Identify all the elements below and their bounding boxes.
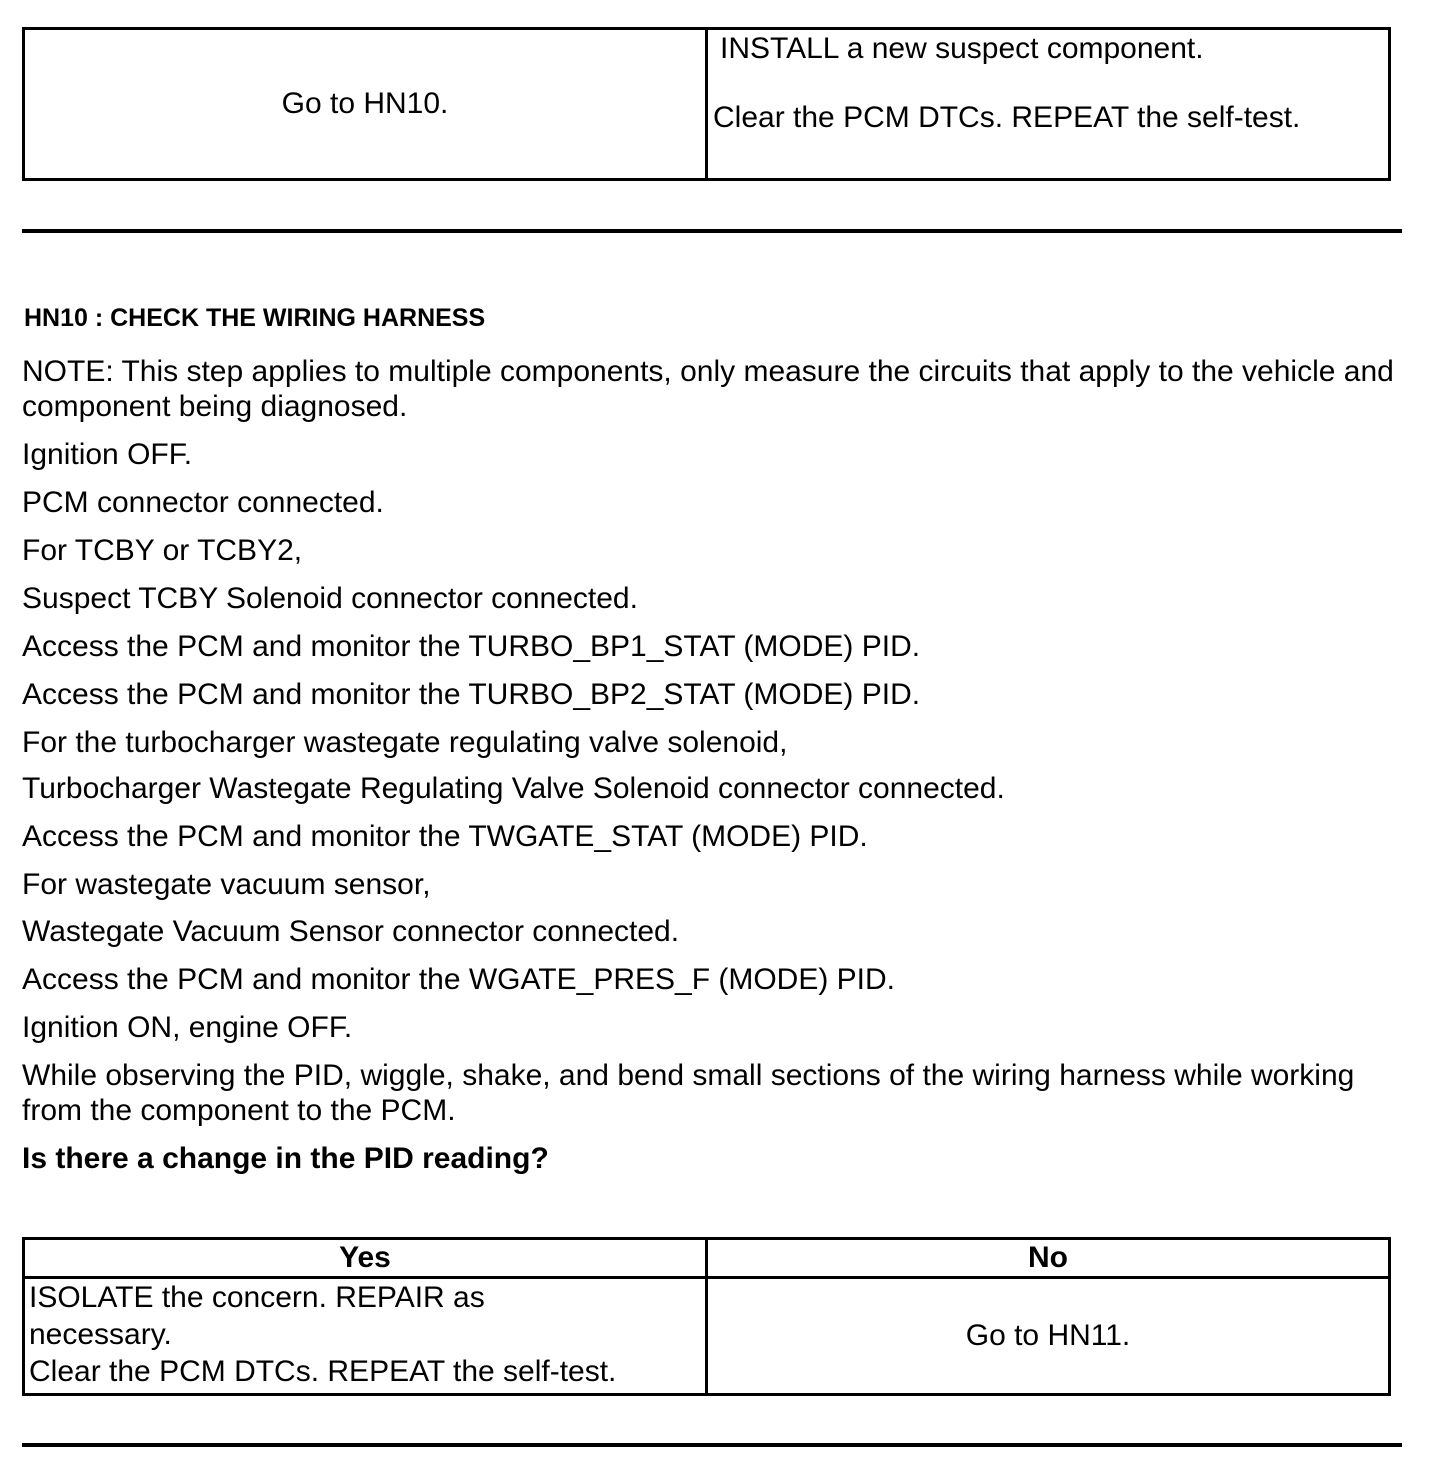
yes-line: ISOLATE the concern. REPAIR as: [29, 1281, 485, 1314]
step-question: Is there a change in the PID reading?: [22, 1142, 549, 1175]
step-line: Wastegate Vacuum Sensor connector connected.: [22, 915, 680, 948]
section-divider: [22, 229, 1402, 233]
table-header-row: [24, 1239, 1390, 1278]
step-line: Turbocharger Wastegate Regulating Valve Solenoid connector connected.: [22, 772, 1005, 805]
step-line: Ignition OFF.: [22, 438, 193, 471]
step-line: Access the PCM and monitor the TWGATE_STAT (MODE) PID.: [22, 820, 868, 853]
no-cell: [707, 1278, 1390, 1395]
step-line: Suspect TCBY Solenoid connector connected.: [22, 582, 638, 615]
no-header: No: [707, 1239, 1390, 1278]
step-line: For wastegate vacuum sensor,: [22, 868, 431, 901]
table-row: [24, 29, 1390, 180]
table-row: [24, 1278, 1390, 1395]
step-heading: HN10 : CHECK THE WIRING HARNESS: [24, 304, 486, 332]
goto-hn11-text: Go to HN11.: [965, 1319, 1131, 1352]
result-cell-install: [707, 29, 1390, 180]
section-divider: [22, 1443, 1402, 1447]
clear-dtcs-text: Clear the PCM DTCs. REPEAT the self-test.: [713, 101, 1301, 134]
yes-cell: [24, 1278, 707, 1395]
step-line: Access the PCM and monitor the WGATE_PRES_F (MODE) PID.: [22, 963, 896, 996]
previous-step-result-table: [22, 27, 1391, 181]
step-line: PCM connector connected.: [22, 486, 384, 519]
step-line: For TCBY or TCBY2,: [22, 534, 303, 567]
step-note: NOTE: This step applies to multiple components, only measure the circuits that apply to the vehicle and component being diagnosed.: [22, 355, 1394, 423]
step-line: For the turbocharger wastegate regulating valve solenoid,: [22, 726, 788, 759]
goto-hn10-text: Go to HN10.: [281, 87, 449, 120]
yes-no-table: [22, 1237, 1391, 1396]
step-line: Access the PCM and monitor the TURBO_BP1_STAT (MODE) PID.: [22, 630, 921, 663]
yes-line: Clear the PCM DTCs. REPEAT the self-test.: [29, 1355, 617, 1388]
yes-line: necessary.: [29, 1318, 172, 1351]
yes-header: Yes: [24, 1239, 707, 1278]
step-line: Access the PCM and monitor the TURBO_BP2_STAT (MODE) PID.: [22, 678, 921, 711]
result-cell-goto: [24, 29, 707, 180]
step-line: While observing the PID, wiggle, shake, and bend small sections of the wiring harness while working from the component to the PCM.: [22, 1059, 1355, 1127]
install-component-text: INSTALL a new suspect component.: [720, 32, 1204, 65]
step-line: Ignition ON, engine OFF.: [22, 1011, 353, 1044]
